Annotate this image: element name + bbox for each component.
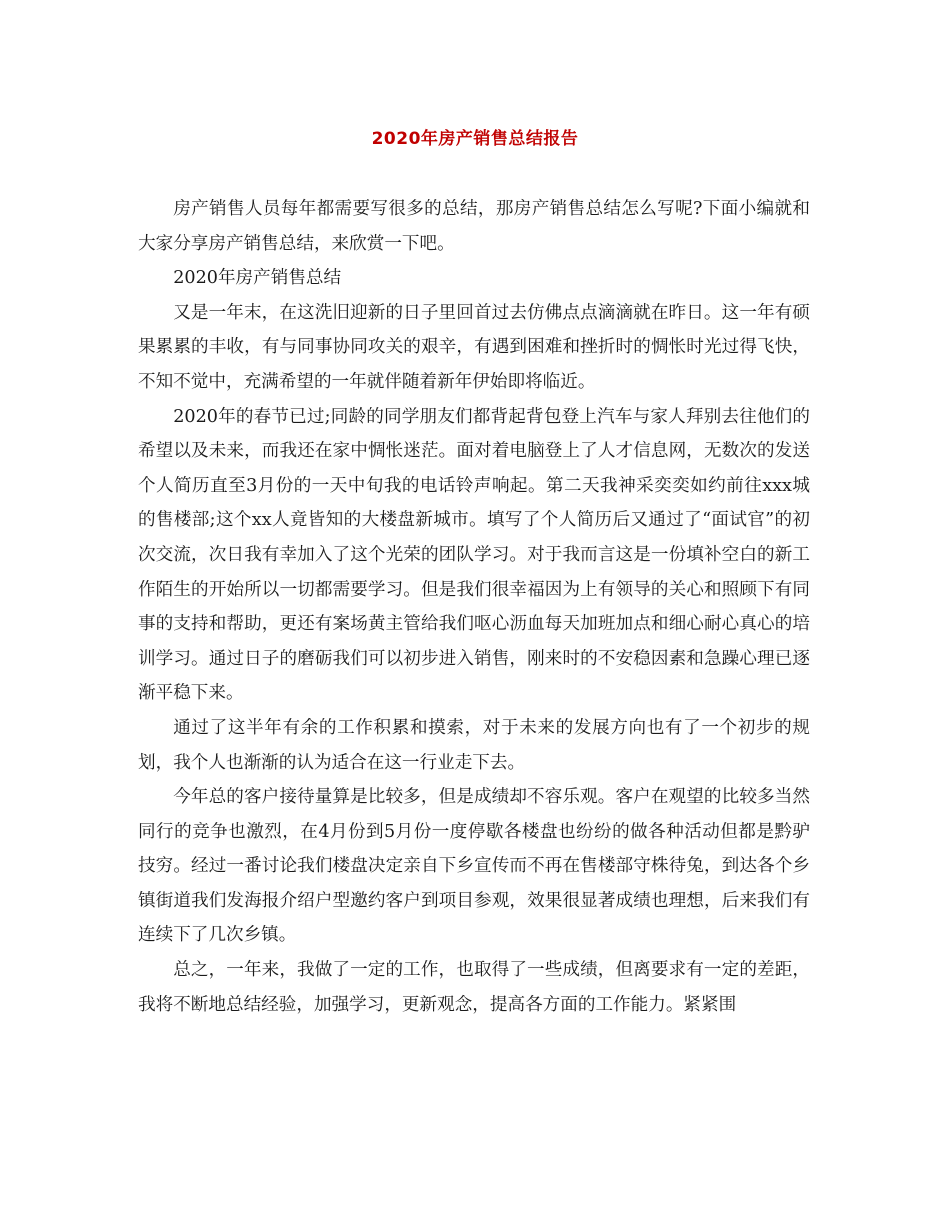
paragraph-planning: 通过了这半年有余的工作积累和摸索，对于未来的发展方向也有了一个初步的规划，我个人也渐渐的认为适合在这一行业走下去。 — [138, 717, 810, 773]
paragraph-intro: 房产销售人员每年都需要写很多的总结，那房产销售总结怎么写呢?下面小编就和大家分享房产销售总结，来欣赏一下吧。 — [138, 199, 810, 254]
paragraph-spring-festival: 2020年的春节已过;同龄的同学朋友们都背起背包登上汽车与家人拜别去往他们的希望以及未来，而我还在家中惆怅迷茫。面对着电脑登上了人才信息网，无数次的发送个人简历直至3月份的一天中旬我的电话铃声响起。第二天我神采奕奕如约前往xxx城的售楼部;这个xx人竟皆知的大楼盘新城市。填写了个人简历后又通过了“面试官”的初次交流，次日我有幸加入了这个光荣的团队学习。对于我而言这是一份填补空白的新工作陌生的开始所以一切都需要学习。但是我们很幸福因为上有领导的关心和照顾下有同事的支持和帮助，更还有案场黄主管给我们呕心沥血每天加班加点和细心耐心真心的培训学习。通过日子的磨砺我们可以初步进入销售，刚来时的不安稳因素和急躁心理已逐渐平稳下来。 — [138, 406, 810, 704]
document-title: 2020年房产销售总结报告 — [371, 129, 579, 149]
paragraph-summary: 总之，一年来，我做了一定的工作，也取得了一些成绩，但离要求有一定的差距，我将不断地总结经验，加强学习，更新观念，提高各方面的工作能力。紧紧围 — [138, 960, 810, 1015]
document-body — [138, 192, 810, 1022]
paragraph-year-end: 又是一年末，在这洗旧迎新的日子里回首过去仿佛点点滴滴就在昨日。这一年有硕果累累的丰收，有与同事协同攻关的艰辛，有遇到困难和挫折时的惆怅时光过得飞快，不知不觉中，充满希望的一年就伴随着新年伊始即将临近。 — [138, 302, 810, 392]
paragraph-customers: 今年总的客户接待量算是比较多，但是成绩却不容乐观。客户在观望的比较多当然同行的竞争也激烈，在4月份到5月份一度停歇各楼盘也纷纷的做各种活动但都是黔驴技穷。经过一番讨论我们楼盘决定亲自下乡宣传而不再在售楼部守株待兔，到达各个乡镇街道我们发海报介绍户型邀约客户到项目参观，效果很显著成绩也理想，后来我们有连续下了几次乡镇。 — [138, 787, 810, 946]
paragraph-subtitle: 2020年房产销售总结 — [173, 268, 342, 289]
